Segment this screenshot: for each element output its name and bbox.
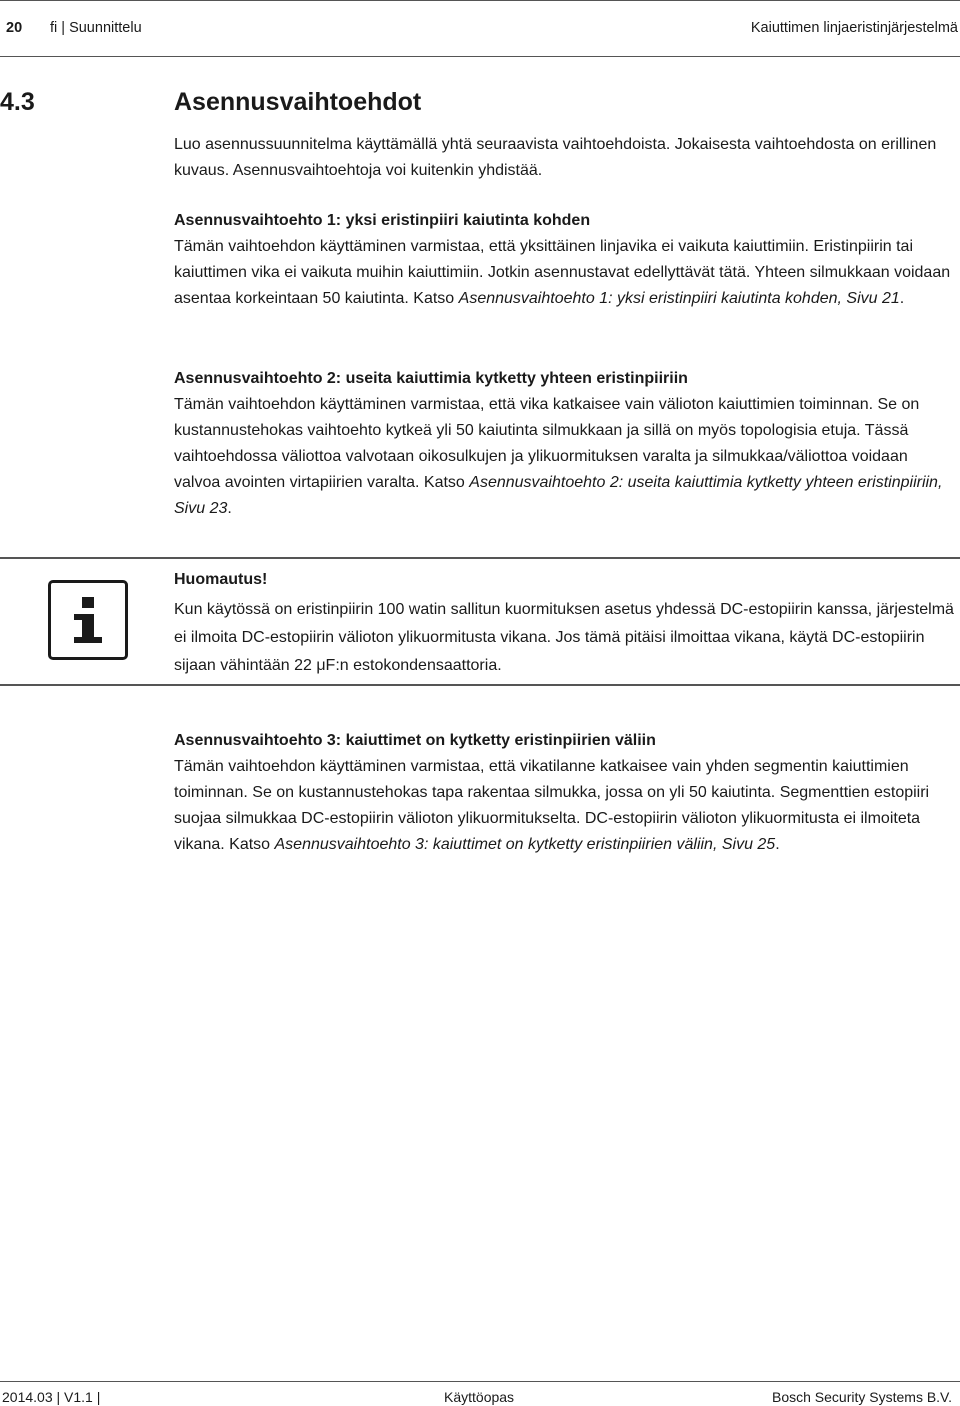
note-text: Kun käytössä on eristinpiirin 100 watin sallitun kuormituksen asetus yhdessä DC-estopiirin kanssa, järjestelmä ei ilmoita DC-estopiirin välioton ylikuormitusta vikana. Jos tämä pitäisi ilmoittaa vikana, käytä DC-estopiirin sijaan vähintään 22 μF:n estokondensaattoria. (174, 601, 954, 674)
footer-company: Bosch Security Systems B.V. (772, 1389, 952, 1405)
option1-ref-link[interactable]: Asennusvaihtoehto 1: yksi eristinpiiri kaiutinta kohden, Sivu 21 (458, 290, 900, 307)
option3-ref-link[interactable]: Asennusvaihtoehto 3: kaiuttimet on kytketty eristinpiirien väliin, Sivu 25 (274, 836, 776, 853)
option2-paragraph (174, 392, 954, 522)
page-number: 20 (6, 20, 23, 36)
section-intro (174, 132, 954, 184)
option1-end: . (899, 290, 905, 307)
section-title: Asennusvaihtoehdot (174, 88, 422, 116)
footer-version: 2014.03 | V1.1 | (2, 1389, 101, 1405)
header-bottom-rule (0, 56, 960, 57)
option3-heading: Asennusvaihtoehto 3: kaiuttimet on kytketty eristinpiirien väliin (174, 732, 656, 749)
note-title: Huomautus! (174, 571, 268, 588)
info-icon (48, 580, 128, 660)
option1-heading: Asennusvaihtoehto 1: yksi eristinpiiri kaiutinta kohden (174, 212, 591, 229)
header-doc-title: Kaiuttimen linjaeristinjärjestelmä (750, 20, 958, 36)
note-top-rule (0, 557, 960, 559)
header-section: fi | Suunnittelu (50, 20, 142, 36)
header-top-rule (0, 0, 960, 1)
option3-end: . (775, 836, 780, 853)
option1-text: Tämän vaihtoehdon käyttäminen varmistaa, että yksittäinen linjavika ei vaikuta kaiuttimiin. Eristinpiirin tai kaiuttimen vika ei vaikuta muihin kaiuttimiin. Jotkin asennustavat edellyttävät tätä. Yhteen silmukkaan voidaan asentaa korkeintaan 50 kaiutinta. Katso (174, 238, 951, 307)
option2-end: . (227, 500, 232, 517)
option1-paragraph (174, 234, 954, 312)
note-bottom-rule (0, 684, 960, 686)
option3-paragraph (174, 754, 954, 858)
option2-ref-link[interactable]: Asennusvaihtoehto 2: useita kaiuttimia kytketty yhteen eristinpiiriin, Sivu 23 (174, 474, 943, 517)
option2-text: Tämän vaihtoehdon käyttäminen varmistaa, että vika katkaisee vain välioton kaiuttimien toiminnan. Se on kustannustehokas vaihtoehto kytkeä yli 50 kaiutinta silmukkaan ja sillä on myös topologisia etuja. Tässä vaihtoehdossa väliottoa valvotaan oikosulkujen ja ylikuormituksen varalta ja silmukkaa/väliottoa voidaan valvoa avointen virtapiirien varalta. Katso (174, 396, 920, 491)
option2-heading: Asennusvaihtoehto 2: useita kaiuttimia kytketty yhteen eristinpiiriin (174, 370, 688, 387)
option3-text: Tämän vaihtoehdon käyttäminen varmistaa, että vikatilanne katkaisee vain yhden segmentin kaiuttimien toiminnan. Se on kustannustehokas tapa rakentaa silmukka, jossa on yli 50 kaiutinta. Segmenttien estopiiri suojaa silmukkaa DC-estopiirin välioton ylikuormitukselta. DC-estopiirin välioton ylikuormitusta ei ilmoiteta vikana. Katso (174, 758, 930, 853)
intro-text: Luo asennussuunnitelma käyttämällä yhtä seuraavista vaihtoehdoista. Jokaisesta vaihtoehdosta on erillinen kuvaus. Asennusvaihtoehtoja voi kuitenkin yhdistää. (174, 136, 937, 179)
option2-block (174, 366, 954, 522)
option3-block (174, 728, 954, 858)
footer-rule (0, 1381, 960, 1382)
footer-doc-type: Käyttöopas (444, 1389, 515, 1405)
option1-block (174, 208, 954, 312)
section-number: 4.3 (0, 88, 35, 116)
